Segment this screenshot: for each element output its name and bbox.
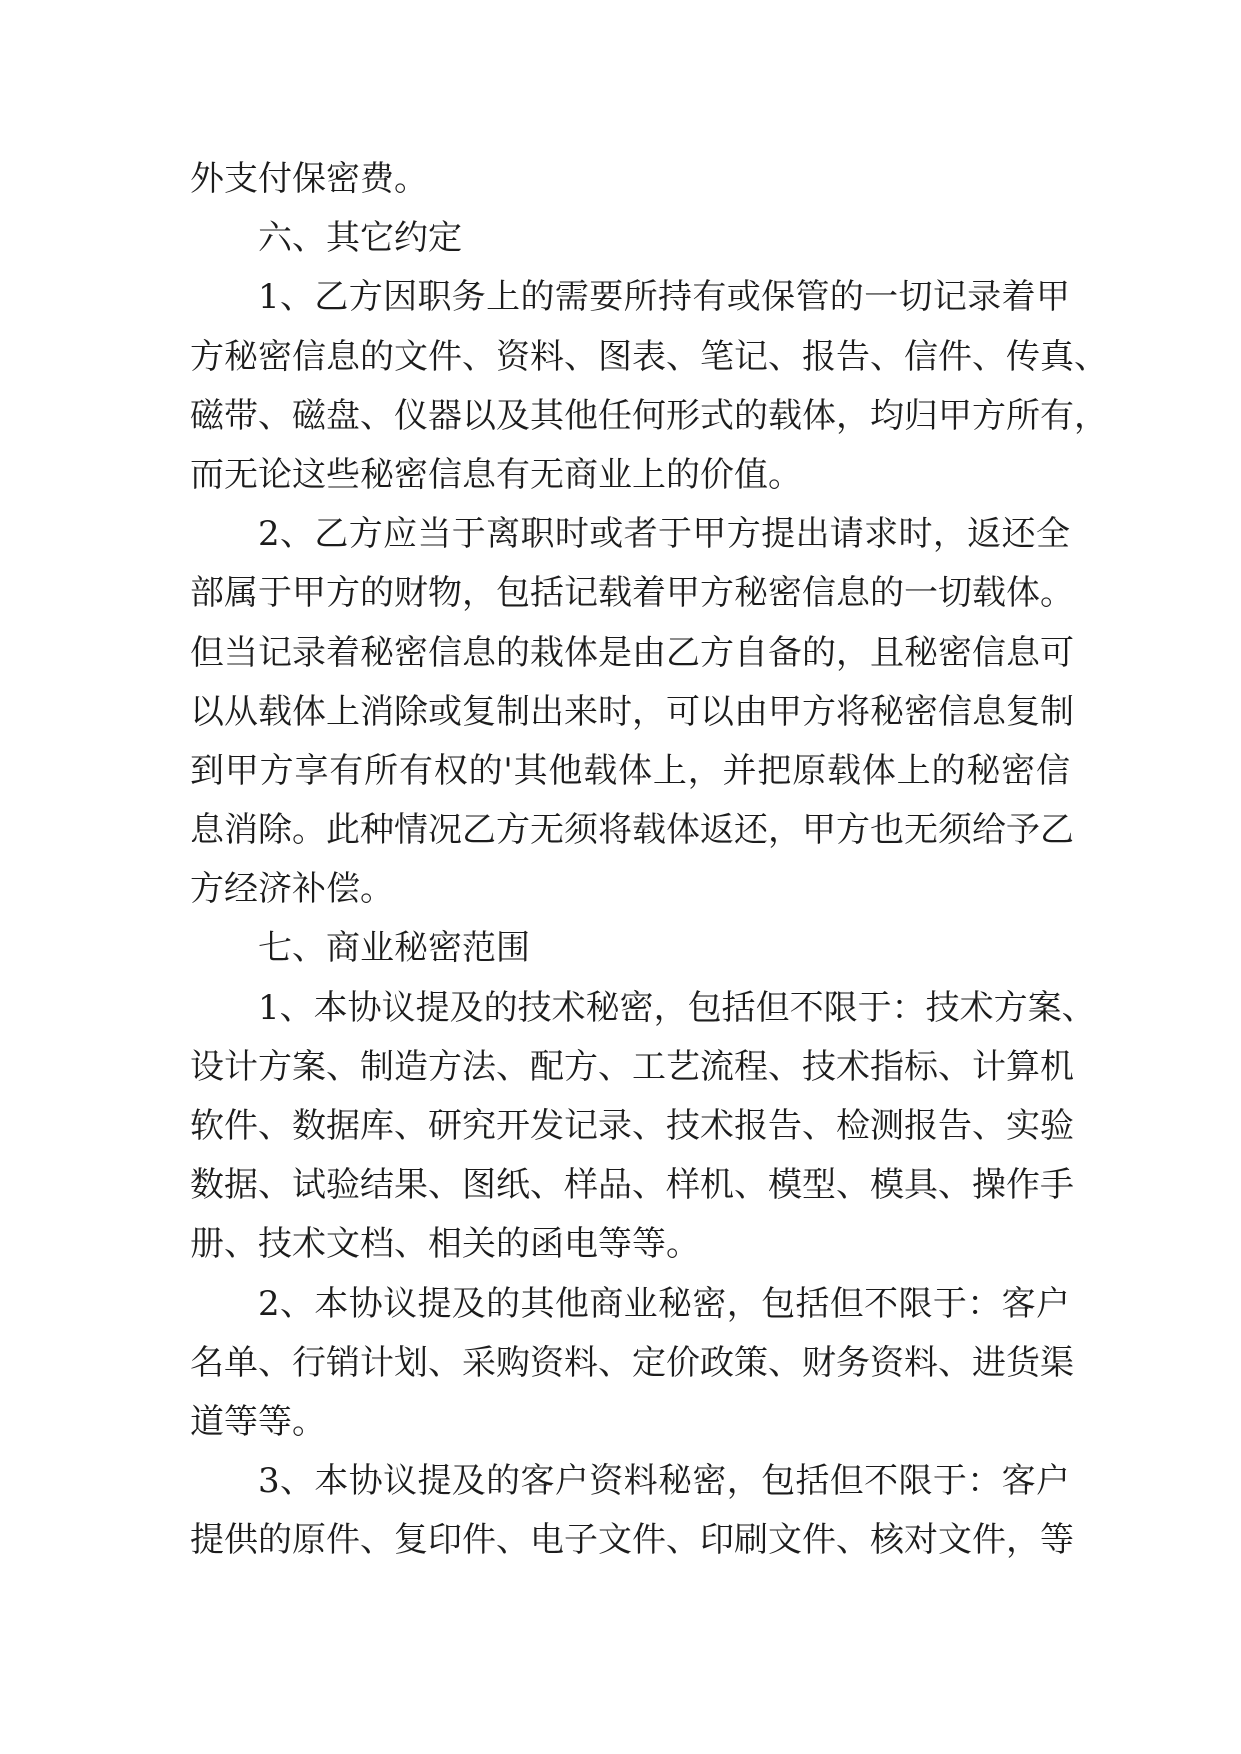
text-line: 2、乙方应当于离职时或者于甲方提出请求时，返还全 — [258, 514, 1070, 555]
text-line: 道等等。 — [190, 1401, 326, 1442]
text-line: 到甲方享有所有权的'其他载体上，并把原载体上的秘密信 — [190, 750, 1070, 791]
text-line: 设计方案、制造方法、配方、工艺流程、技术指标、计算机 — [190, 1046, 1074, 1087]
text-line: 1、本协议提及的技术秘密，包括但不限于：技术方案、 — [258, 987, 1096, 1028]
text-line: 方经济补偿。 — [190, 869, 394, 910]
text-line: 息消除。此种情况乙方无须将载体返还，甲方也无须给予乙 — [190, 810, 1074, 851]
text-line: 名单、行销计划、采购资料、定价政策、财务资料、进货渠 — [190, 1342, 1074, 1383]
text-line: 2、本协议提及的其他商业秘密，包括但不限于：客户 — [258, 1283, 1070, 1324]
text-line: 以从载体上消除或复制出来时，可以由甲方将秘密信息复制 — [190, 691, 1074, 732]
text-line: 数据、试验结果、图纸、样品、样机、模型、模具、操作手 — [190, 1165, 1074, 1206]
text-line: 磁带、磁盘、仪器以及其他任何形式的载体，均归甲方所有， — [190, 395, 1108, 436]
document-body — [190, 150, 1108, 1571]
text-line: 方秘密信息的文件、资料、图表、笔记、报告、信件、传真、 — [190, 336, 1108, 377]
section-heading: 六、其它约定 — [258, 218, 462, 259]
text-line: 而无论这些秘密信息有无商业上的价值。 — [190, 454, 802, 495]
text-line: 部属于甲方的财物，包括记载着甲方秘密信息的一切载体。 — [190, 573, 1074, 614]
text-line: 册、技术文档、相关的函电等等。 — [190, 1224, 700, 1265]
text-line: 提供的原件、复印件、电子文件、印刷文件、核对文件，等 — [190, 1520, 1074, 1561]
text-line: 外支付保密费。 — [190, 159, 428, 199]
text-line: 但当记录着秘密信息的栽体是由乙方自备的，且秘密信息可 — [190, 632, 1074, 673]
text-line: 软件、数据库、研究开发记录、技术报告、检测报告、实验 — [190, 1106, 1074, 1146]
text-line: 3、本协议提及的客户资料秘密，包括但不限于：客户 — [258, 1461, 1070, 1502]
section-heading: 七、商业秘密范围 — [258, 928, 530, 969]
text-line: 1、乙方因职务上的需要所持有或保管的一切记录着甲 — [258, 277, 1070, 318]
